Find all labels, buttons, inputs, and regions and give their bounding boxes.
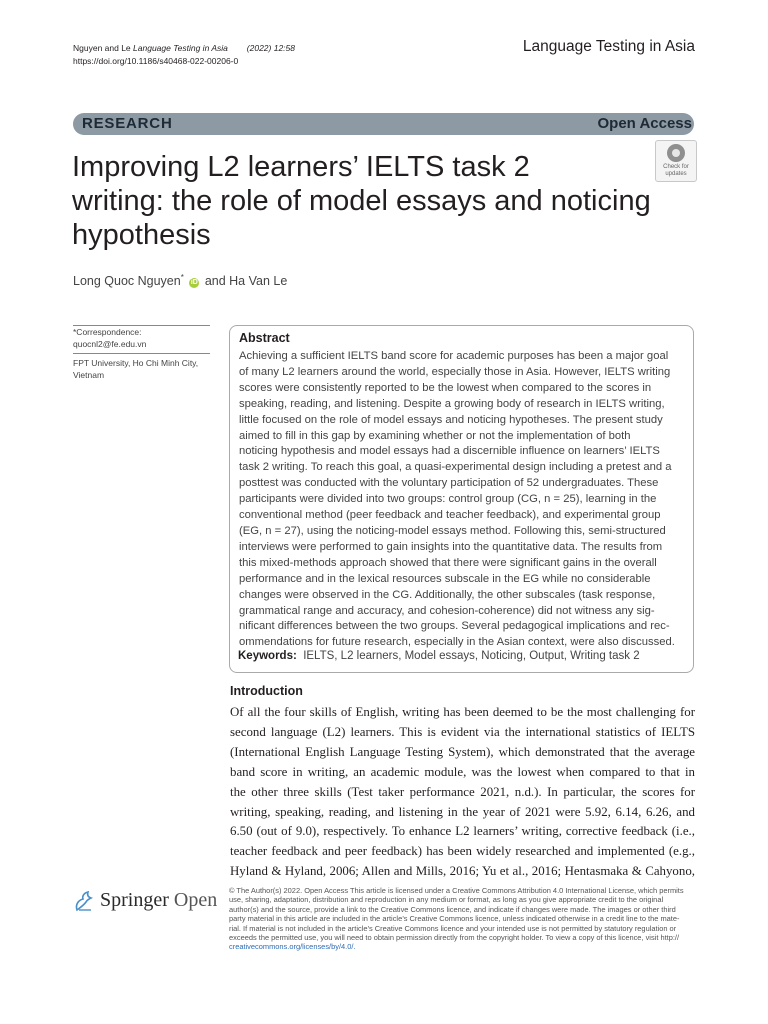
- author-first[interactable]: Long Quoc Nguyen: [73, 274, 181, 289]
- intro-line: second language (L2) learners. This is evident via the international statistics of IELTS: [230, 724, 695, 739]
- article-title: [72, 150, 652, 252]
- keywords-label: Keywords:: [238, 650, 297, 662]
- running-header: [73, 42, 295, 68]
- title-line: writing: the role of model essays and noticing: [72, 185, 651, 217]
- introduction-body: [230, 703, 695, 882]
- check-updates-label: Check for updates: [663, 164, 689, 177]
- intro-line: Hyland & Hyland, 2006; Allen and Mills, 2016; Yu et al., 2016; Hentasmaka & Cahyono,: [230, 864, 695, 879]
- open-access-label: Open Access: [597, 115, 692, 132]
- article-type-banner: [73, 113, 694, 135]
- springer-horse-icon: [73, 890, 95, 912]
- intro-line: band score in writing, an academic module, was the lowest when compared to that in: [230, 764, 695, 779]
- correspondence-marker: *: [180, 273, 184, 282]
- crossmark-icon: [667, 144, 685, 162]
- license-text: © The Author(s) 2022. Open Access This article is licensed under a Creative Commons Attribution 4.0 International License, which permits use, sharing, adaptation, distribution and reproduction in any medium or format, as long as you give appropriate credit to the original author(s) and the source, provide a link to the Creative Commons licence, and indicate if changes were made. The images or other third party material in this article are included in the article’s Creative Commons licence, unless indicated otherwise in a credit line to the mate- rial. If material is not included in the article’s Creative Commons licence and your intended use is not permitted by statutory regulation or exceeds the permitted use, you will need to obtain permission directly from the copyright holder. To view a copy of this licence, visit http:// creativecommons.org/licenses/by/4.0/.: [229, 886, 697, 952]
- abstract-heading: Abstract: [239, 331, 290, 345]
- journal-name: Language Testing in Asia: [522, 38, 695, 55]
- springer-wordmark: Springer Open: [100, 889, 218, 911]
- header-authors: Nguyen and Le: [73, 43, 131, 53]
- affiliation-block: FPT University, Ho Chi Minh City, Vietnam: [73, 358, 199, 380]
- intro-line: teacher feedback and peer feedback) has been widely researched and implemented (e.g.,: [230, 844, 695, 859]
- intro-line: the other three skills (Test taker performance 2021, n.d.). In particular, the scores for: [230, 784, 695, 799]
- introduction-heading: Introduction: [230, 684, 303, 698]
- abstract-box: [229, 325, 694, 673]
- keywords-line: [238, 650, 640, 662]
- license-link[interactable]: creativecommons.org/licenses/by/4.0/.: [229, 942, 356, 952]
- correspondence-email[interactable]: quocnl2@fe.edu.vn: [73, 339, 147, 349]
- abstract-body: Achieving a sufficient IELTS band score for academic purposes has been a major goal of many L2 learners around the world, especially those in Asia. However, IELTS writing scores were consistently reported to be the lowest when compared to the scores in speaking, reading, and listening. Despite a growing body of research in IELTS writing, little focused on the role of model essays and noticing hypotheses. The present study aimed to fill in this gap by examining whether or not the implementation of both noticing hypothesis and model essays had a discernible influence on learners’ IELTS task 2 writing. To reach this goal, a quasi-experimental design including a pretest and a posttest was conducted with the voluntary participation of 52 undergraduates. These participants were divided into two groups: control group (CG, n = 25), learning in the conventional method (peer feedback and teacher feedback), and experimental group (EG, n = 27), using the noticing-model essays method. Following this, semi-structured interviews were performed to gain insights into the quantitative data. The results from this mixed-methods approach showed that there were significant gains in the overall performance and in the lexical resources subscale in the EG while no considerable changes were observed in the CG. Additionally, the other subscales (task response, grammatical range and accuracy, and cohesion-coherence) did not witness any sig- nificant differences between the two groups. Several pedagogical implications and rec- ommendations for future research, especially in the Asian context, were also discussed.: [239, 350, 675, 649]
- keywords-list: IELTS, L2 learners, Model essays, Noticing, Output, Writing task 2: [303, 650, 640, 662]
- intro-line: writing, speaking, reading, and listening in the year of 2021 were 5.92, 6.14, 6.26, and: [230, 804, 695, 819]
- header-journal: Language Testing in Asia: [133, 43, 228, 53]
- intro-line: 6.50 (out of 9.0), respectively. To enhance L2 learners’ writing, corrective feedback (i.e.,: [230, 824, 695, 839]
- check-for-updates-button[interactable]: [655, 140, 697, 182]
- correspondence-label: *Correspondence:: [73, 327, 142, 337]
- author-list: [73, 273, 287, 288]
- sidebar-divider: [73, 353, 210, 354]
- research-label: RESEARCH: [82, 115, 173, 132]
- header-year-volume: (2022) 12:58: [246, 43, 295, 53]
- orcid-icon[interactable]: iD: [190, 279, 198, 287]
- title-line: Improving L2 learners’ IELTS task 2: [72, 151, 530, 183]
- header-doi[interactable]: https://doi.org/10.1186/s40468-022-00206-0: [73, 56, 239, 66]
- author-second[interactable]: and Ha Van Le: [204, 274, 288, 289]
- correspondence-block: [73, 326, 210, 350]
- title-line: hypothesis: [72, 219, 211, 251]
- intro-line: Of all the four skills of English, writing has been deemed to be the most challenging for: [230, 705, 695, 719]
- intro-line: (International English Language Testing System), which demonstrated that the average: [230, 744, 695, 759]
